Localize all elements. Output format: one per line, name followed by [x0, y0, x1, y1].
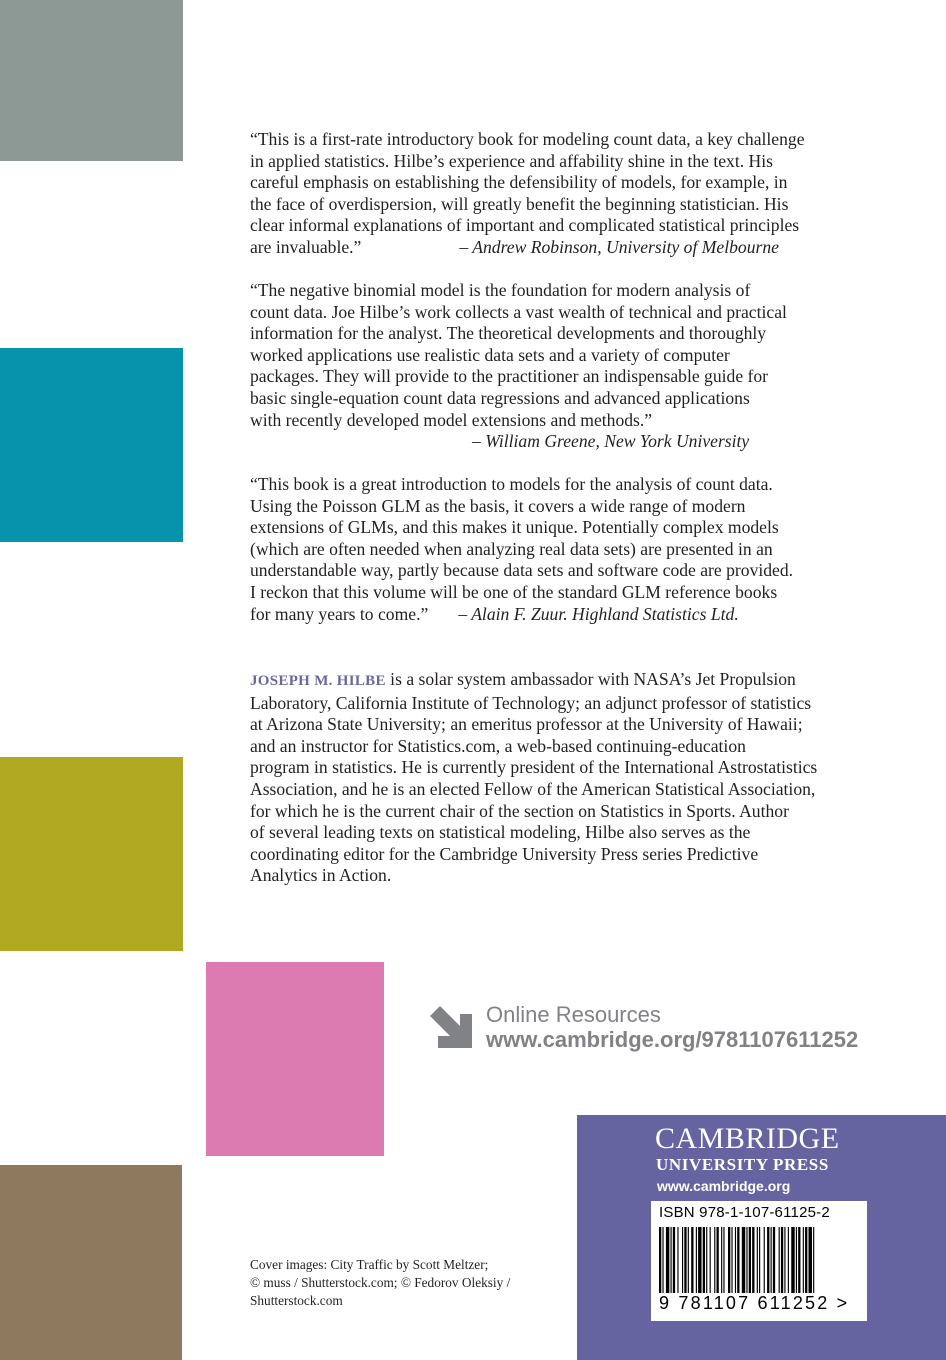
barcode-bar [721, 1227, 722, 1293]
barcode-bar [764, 1227, 765, 1293]
quote-line: basic single-equation count data regressions and advanced applications [250, 387, 750, 408]
bio-line: and an instructor for Statistics.com, a web-based continuing-education [250, 735, 746, 756]
online-resources-label: Online Resources [486, 1002, 661, 1027]
publisher-website[interactable]: www.cambridge.org [657, 1178, 791, 1194]
barcode-bar [728, 1227, 730, 1293]
barcode-bar [671, 1227, 672, 1293]
quote-line: careful emphasis on establishing the defensibility of models, for example, in [250, 172, 788, 193]
bio-line: Laboratory, California Institute of Technology; an adjunct professor of statistics [250, 692, 812, 713]
credit-line: Cover images: City Traffic by Scott Meltzer; [250, 1257, 489, 1272]
barcode-bar [803, 1227, 804, 1293]
arrow-down-right-icon [426, 1002, 476, 1052]
bio-line: Association, and he is an elected Fellow of the American Statistical Association, [250, 778, 816, 799]
barcode-bar [698, 1227, 701, 1293]
barcode-bar [813, 1227, 814, 1293]
barcode-bar [684, 1227, 686, 1293]
author-name: JOSEPH M. HILBE [250, 673, 386, 689]
quote-line: “The negative binomial model is the foundation for modern analysis of [250, 280, 751, 300]
barcode-bar [659, 1227, 661, 1293]
barcode-bar [677, 1227, 678, 1293]
credit-line: Shutterstock.com [250, 1293, 343, 1308]
barcode-bar [805, 1227, 807, 1293]
barcode-bar [666, 1227, 669, 1293]
barcode-bar [757, 1227, 758, 1293]
quote-line: Using the Poisson GLM as the basis, it covers a wide range of modern [250, 495, 746, 516]
quote-last-line [250, 237, 870, 259]
ean-digits: 9 781107 611252 > [659, 1293, 850, 1313]
publisher-subname: UNIVERSITY PRESS [656, 1155, 829, 1174]
teal-color-block [0, 348, 183, 542]
quote-line: with recently developed model extensions and methods.” [250, 409, 653, 430]
bio-line: of several leading texts on statistical modeling, Hilbe also serves as the [250, 822, 751, 843]
bio-line: Analytics in Action. [250, 865, 392, 886]
quote-line: information for the analyst. The theoretical developments and thoroughly [250, 323, 767, 344]
quote-line: extensions of GLMs, and this makes it unique. Potentially complex models [250, 517, 779, 538]
quote-line: for many years to come.” [250, 603, 429, 624]
quote-attribution: – William Greene, New York University [472, 431, 750, 452]
olive-color-block [0, 757, 183, 951]
quote-attribution: – Andrew Robinson, University of Melbourne [459, 236, 779, 257]
barcode-bar [784, 1227, 785, 1293]
barcode-bar [798, 1227, 800, 1293]
barcode-bar [759, 1227, 760, 1293]
barcode-bars [659, 1227, 859, 1293]
barcode-bar [773, 1227, 775, 1293]
publisher-name: CAMBRIDGE [655, 1122, 840, 1155]
brown-color-block [0, 1165, 182, 1360]
bio-line: at Arizona State University; an emeritus professor at the University of Hawaii; [250, 714, 803, 735]
barcode-bar [662, 1227, 663, 1293]
bio-line: for which he is the current chair of the section on Statistics in Sports. Author [250, 800, 789, 821]
barcode-bar [673, 1227, 675, 1293]
barcode-bar [737, 1227, 739, 1293]
barcode-bar [688, 1227, 689, 1293]
review-quote-zuur [250, 474, 870, 625]
barcode-bar [682, 1227, 683, 1293]
barcode-bar [717, 1227, 719, 1293]
quote-attribution: – Alain F. Zuur. Highland Statistics Ltd. [458, 603, 739, 624]
gray-color-block [0, 0, 183, 161]
bio-line: program in statistics. He is currently president of the International Astrostatistics [250, 757, 818, 778]
barcode-bar [723, 1227, 724, 1293]
pink-color-block [206, 962, 384, 1156]
barcode-bar [752, 1227, 754, 1293]
quote-line: worked applications use realistic data sets and a variety of computer [250, 344, 730, 365]
barcode-bar [731, 1227, 732, 1293]
quote-line: the face of overdispersion, will greatly benefit the beginning statistician. His [250, 193, 789, 214]
review-quote-robinson [250, 129, 870, 259]
barcode-bar [696, 1227, 697, 1293]
quote-line: are invaluable.” [250, 236, 362, 257]
quote-line: (which are often needed when analyzing real data sets) are presented in an [250, 538, 773, 559]
quote-line: understandable way, partly because data sets and software code are provided. [250, 560, 794, 581]
isbn-barcode [651, 1201, 867, 1321]
barcode-bar [809, 1227, 812, 1293]
barcode-bar [767, 1227, 769, 1293]
quote-line: “This book is a great introduction to models for the analysis of count data. [250, 474, 773, 494]
barcode-bar [779, 1227, 780, 1293]
online-resources-link[interactable]: www.cambridge.org/9781107611252 [486, 1027, 859, 1052]
barcode-bar [706, 1227, 707, 1293]
barcode-bar [714, 1227, 715, 1293]
quote-line: packages. They will provide to the practitioner an indispensable guide for [250, 366, 769, 387]
review-quote-greene [250, 280, 870, 453]
barcode-bar [703, 1227, 705, 1293]
credit-line: © muss / Shutterstock.com; © Fedorov Oleksiy / [250, 1275, 511, 1290]
barcode-bar [742, 1227, 745, 1293]
barcode-bar [749, 1227, 751, 1293]
quote-line: clear informal explanations of important and complicated statistical principles [250, 215, 800, 236]
bio-line: coordinating editor for the Cambridge University Press series Predictive [250, 843, 759, 864]
barcode-bar [781, 1227, 783, 1293]
quote-line: “This is a first-rate introductory book for modeling count data, a key challenge [250, 129, 805, 149]
barcode-bar [735, 1227, 736, 1293]
quote-line: in applied statistics. Hilbe’s experience and affability shine in the text. His [250, 150, 773, 171]
author-bio [250, 669, 890, 887]
barcode-bar [796, 1227, 797, 1293]
isbn-number: ISBN 978-1-107-61125-2 [659, 1204, 830, 1221]
barcode-bar [691, 1227, 693, 1293]
barcode-bar [710, 1227, 711, 1293]
quote-last-line [250, 604, 870, 626]
quote-line: I reckon that this volume will be one of the standard GLM reference books [250, 581, 778, 602]
quote-line: count data. Joe Hilbe’s work collects a vast wealth of technical and practical [250, 301, 787, 322]
barcode-bar [788, 1227, 789, 1293]
bio-first-line [250, 669, 890, 693]
barcode-bar [746, 1227, 747, 1293]
barcode-bar [791, 1227, 794, 1293]
bio-line: is a solar system ambassador with NASA’s Jet Propulsion [385, 669, 796, 689]
barcode-bar [771, 1227, 772, 1293]
cover-credits [250, 1256, 550, 1310]
online-resources [426, 1000, 896, 1056]
